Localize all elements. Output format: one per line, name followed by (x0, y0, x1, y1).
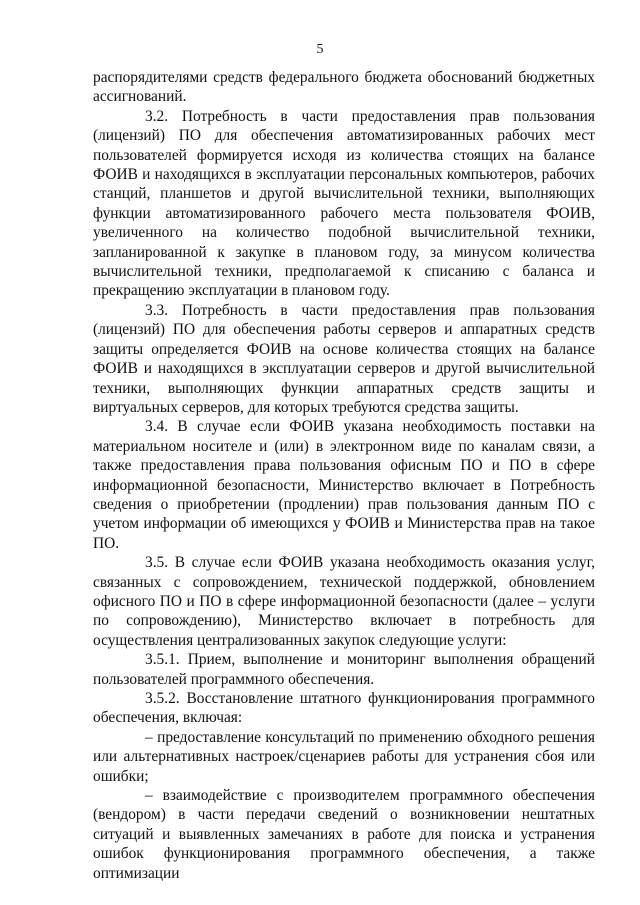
paragraph-3-5-2: 3.5.2. Восстановление штатного функционирования программного обеспечения, включая: (93, 690, 595, 727)
paragraph-3-4: 3.4. В случае если ФОИВ указана необходимость поставки на материальном носителе и (или) в электронном виде по каналам связи, а также предоставления права пользования офисным ПО и ПО в сфере информационной безопасности, Министерство включает в Потребность сведения о приобретении (продлении) прав пользования данным ПО с учетом информации об имеющихся у ФОИВ и Министерства прав на такое ПО. (93, 418, 595, 552)
document-body (93, 68, 595, 883)
list-item-consultations: – предоставление консультаций по применению обходного решения или альтернативных настроек/сценариев работы для устранения сбоя или ошибки; (93, 728, 595, 785)
paragraph-3-3: 3.3. Потребность в части предоставления прав пользования (лицензий) ПО для обеспечения работы серверов и аппаратных средств защиты определяется ФОИВ на основе количества стоящих на балансе ФОИВ и находящихся в эксплуатации серверов и другой вычислительной техники, выполняющих функции аппаратных средств защиты и виртуальных серверов, для которых требуются средства защиты. (93, 301, 595, 416)
paragraph-continuation: распорядителями средств федерального бюджета обоснований бюджетных ассигнований. (93, 69, 595, 106)
paragraph-3-5: 3.5. В случае если ФОИВ указана необходимость оказания услуг, связанных с сопровождением, технической поддержкой, обновлением офисного ПО и ПО в сфере информационной безопасности (далее – услуги по сопровождению), Министерство включает в потребность для осуществления централизованных закупок следующие услуги: (93, 554, 595, 649)
paragraph-3-2: 3.2. Потребность в части предоставления прав пользования (лицензий) ПО для обеспечения автоматизированных рабочих мест пользователей формируется исходя из количества стоящих на балансе ФОИВ и находящихся в эксплуатации персональных компьютеров, рабочих станций, планшетов и другой вычислительной техники, выполняющих функции автоматизированного рабочего места пользователя ФОИВ, увеличенного на количество подобной вычислительной техники, запланированной к закупке в плановом году, за минусом количества вычислительной техники, предполагаемой к списанию с баланса и прекращению эксплуатации в плановом году. (93, 107, 595, 300)
list-item-vendor-interaction: – взаимодействие с производителем программного обеспечения (вендором) в части передачи сведений о возникновении нештатных ситуаций и выявленных замечаниях в работе для поиска и устранения ошибок функционирования программного обеспечения, а также оптимизации (93, 787, 595, 882)
page-number: 5 (316, 42, 324, 57)
paragraph-3-5-1: 3.5.1. Прием, выполнение и мониторинг выполнения обращений пользователей программного обеспечения. (93, 651, 595, 688)
